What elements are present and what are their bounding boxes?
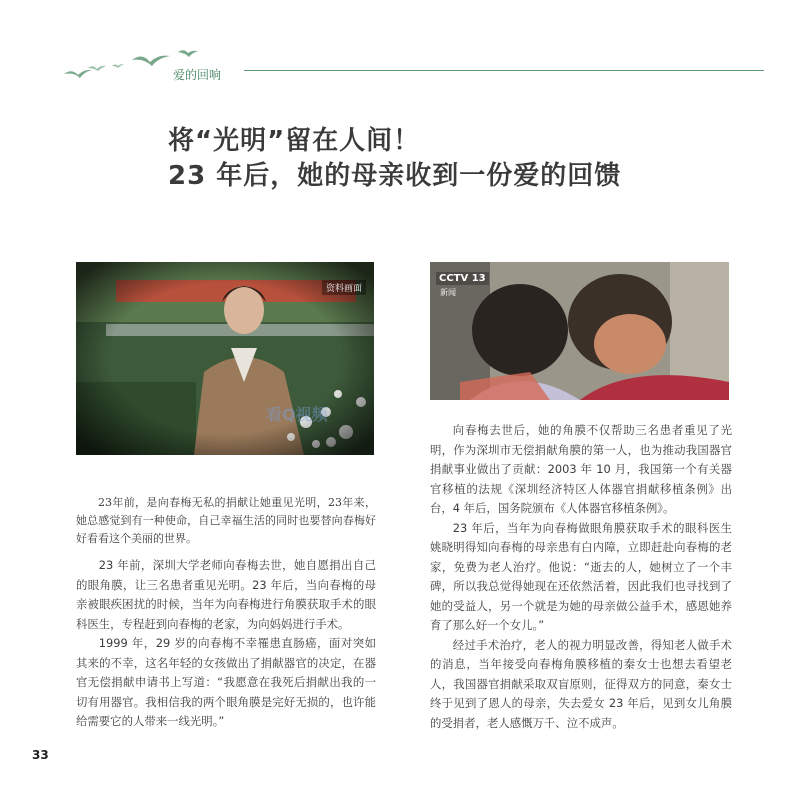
cctv-logo: CCTV 13 [436,272,489,285]
body-paragraph: 向春梅去世后，她的角膜不仅帮助三名患者重见了光明，作为深圳市无偿捐献角膜的第一人，也为推动我国器官捐献事业做出了贡献：2003 年 10 月，我国第一个有关器官移植的法规《深圳经济特区人体器官捐献移植条例》出台，4 年后，国务院颁布《人体器官移植条例》。 [430,423,732,515]
cctv-channel-label: 新闻 [440,288,456,297]
body-paragraph: 经过手术治疗，老人的视力明显改善，得知老人做手术的消息，当年接受向春梅角膜移植的秦女士也想去看望老人，我国器官捐献采取双盲原则，征得双方的同意，秦女士终于见到了恩人的母亲，失去爱女 23 年后，见到女儿角膜的受捐者，老人感慨万千、泣不成声。 [430,637,732,730]
archive-footage-tag: 资料画面 [322,280,366,295]
body-paragraph: 23 年前，深圳大学老师向春梅去世，她自愿捐出自己的眼角膜，让三名患者重见光明。23 年后，当向春梅的母亲被眼疾困扰的时候，当年为向春梅进行角膜获取手术的眼科医生，专程赶到向春梅的老家，为向妈妈进行手术。 [76,558,376,631]
body-paragraph: 1999 年，29 岁的向春梅不幸罹患直肠癌，面对突如其来的不幸，这名年轻的女孩做出了捐献器官的决定，在器官无偿捐献申请书上写道：“我愿意在我死后捐献出我的一切有用器官。我相信我的两个眼角膜是完好无损的，也许能给需要它的人带来一线光明。” [76,636,376,728]
pull-quote [76,494,376,548]
section-divider [244,70,764,71]
right-column-body [430,421,732,733]
body-paragraph: 23 年后，当年为向春梅做眼角膜获取手术的眼科医生姚晓明得知向春梅的母亲患有白内障，立即赶赴向春梅的老家，免费为老人治疗。他说：“逝去的人，她树立了一个丰碑，所以我总觉得她现在还依然活着，因此我们也寻找到了她的受益人，另一个就是为她的母亲做公益手术，感恩她养育了那么好一个女儿。” [430,520,732,632]
page-number: 33 [32,748,49,762]
section-label: 爱的回响 [173,68,222,82]
pull-quote-text: 23年前，是向春梅无私的捐献让她重见光明，23年来，她总感觉到有一种使命，自己幸福生活的同时也要替向春梅好好看看这个美丽的世界。 [76,496,376,545]
archival-portrait-photo [76,262,374,455]
left-column-body [76,556,376,732]
video-watermark: 看Q视频 [266,405,328,424]
article-title-line1: 将“光明”留在人间！ [168,126,421,156]
embrace-news-photo [430,262,729,400]
article-title-line2: 23 年后，她的母亲收到一份爱的回馈 [168,161,622,191]
